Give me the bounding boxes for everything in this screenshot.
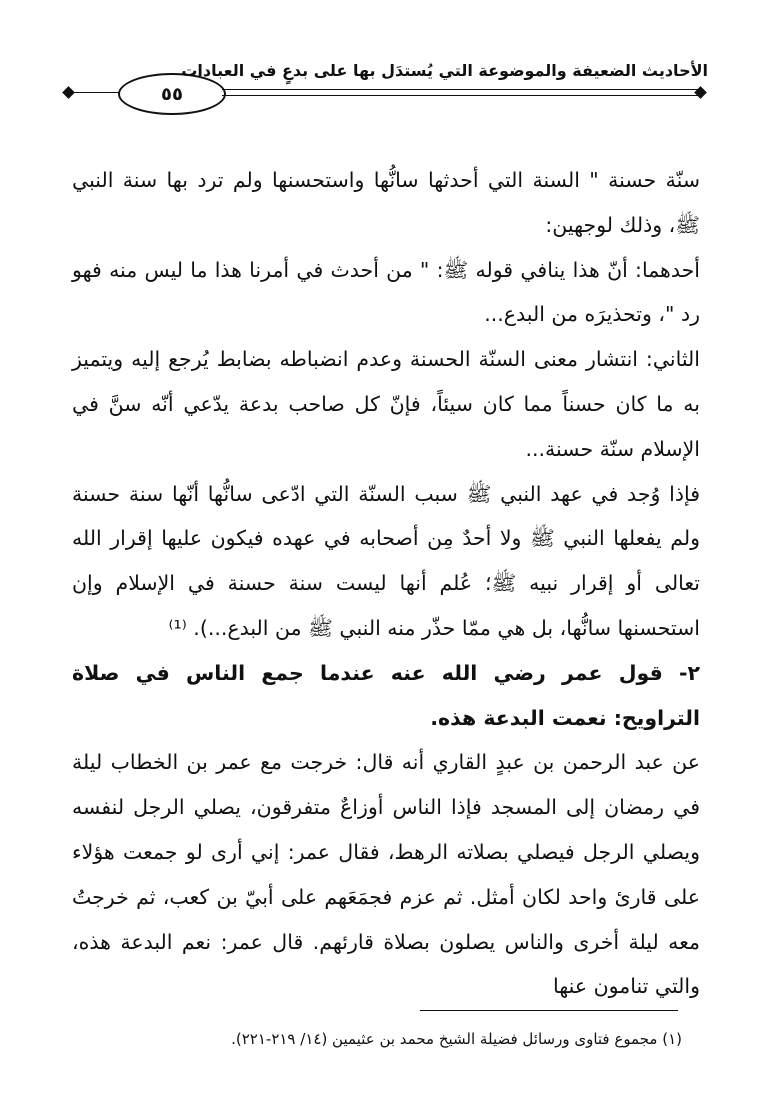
header-rule-right-top: [222, 89, 700, 90]
running-header-title: الأحاديث الضعيفة والموضوعة التي يُستدَل بها على بدعٍ في العبادات: [181, 61, 708, 80]
paragraph: فإذا وُجد في عهد النبي ﷺ سبب السنّة التي ادّعى سانُّها أنّها سنة حسنة ولم يفعلها النبي ﷺ ولا أحدٌ مِن أصحابه في عهده فيكون عليها إقرار الله تعالى أو إقرار نبيه ﷺ؛ عُلم أنها ليست سنة حسنة في الإسلام وإن استحسنها سانُّها، بل هي ممّا حذّر منه النبي ﷺ من البدع...). ⁽¹⁾: [72, 481, 700, 640]
header-rule-right-bottom: [222, 95, 700, 96]
header-rule-left: [68, 92, 120, 93]
paragraph: أحدهما: أنّ هذا ينافي قوله ﷺ: " من أحدث في أمرنا هذا ما ليس منه فهو رد "، وتحذيرَه من البدع...: [72, 257, 700, 327]
running-header: [58, 55, 708, 115]
footnote-separator: [420, 1010, 678, 1011]
main-text: [72, 158, 700, 1009]
paragraph: عن عبد الرحمن بن عبدٍ القاري أنه قال: خرجت مع عمر بن الخطاب ليلة في رمضان إلى المسجد فإذا الناس أوزاعٌ متفرقون، يصلي الرجل لنفسه ويصلي الرجل فيصلي بصلاته الرهط، فقال عمر: إني أرى لو جمعت هؤلاء على قارئ واحد لكان أمثل. ثم عزم فجمَعَهم على أبيّ بن كعب، ثم خرجتُ معه ليلة أخرى والناس يصلون بصلاة قارئهم. قال عمر: نعم البدعة هذه، والتي تنامون عنها: [72, 750, 700, 999]
paragraph: الثاني: انتشار معنى السنّة الحسنة وعدم انضباطه بضابط يُرجع إليه ويتميز به ما كان حسناً مما كان سيئاً، فإنّ كل صاحب بدعة يدّعي أنّه سنَّ في الإسلام سنّة حسنة...: [72, 347, 700, 461]
section-heading: ٢- قول عمر رضي الله عنه عندما جمع الناس في صلاة التراويح: نعمت البدعة هذه.: [72, 660, 700, 730]
page-number: ٥٥: [161, 83, 183, 105]
paragraph: سنّة حسنة " السنة التي أحدثها سانُّها واستحسنها ولم ترد بها سنة النبي ﷺ، وذلك لوجهين:: [72, 168, 700, 237]
footnote: (١) مجموع فتاوى ورسائل فضيلة الشيخ محمد بن عثيمين (١٤/ ٢١٩-٢٢١).: [231, 1030, 682, 1048]
